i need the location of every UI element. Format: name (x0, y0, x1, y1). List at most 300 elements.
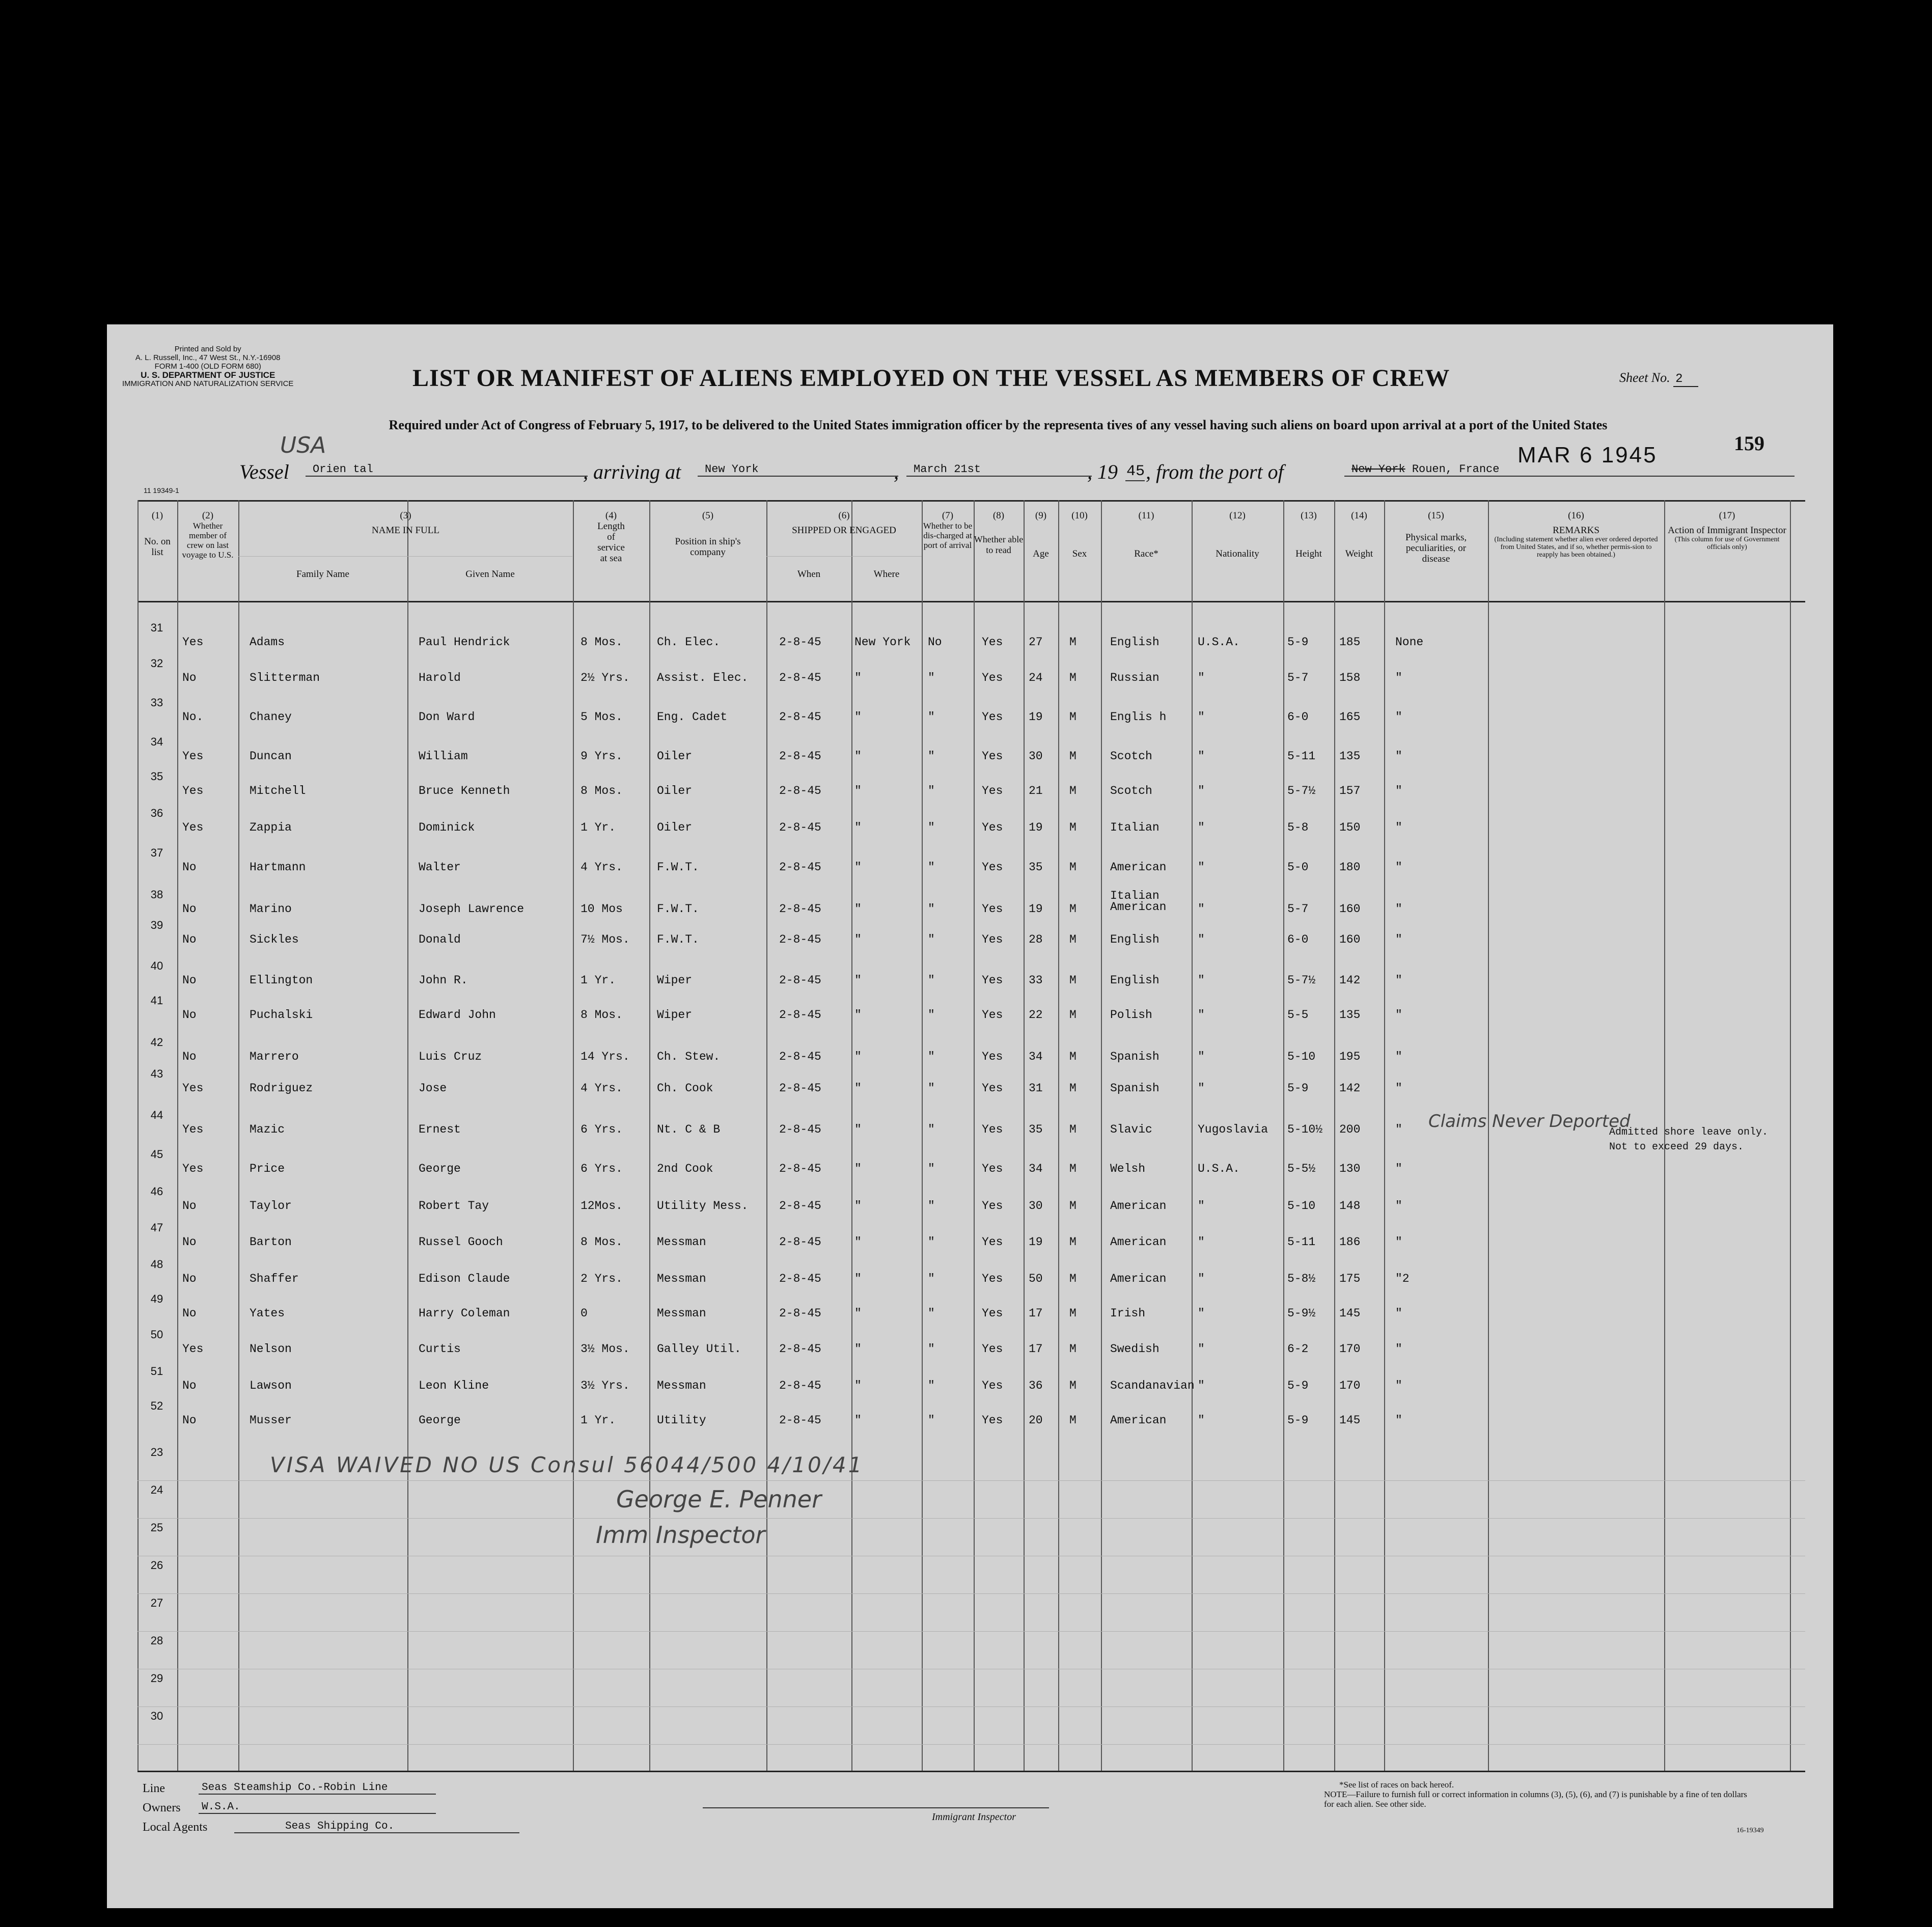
row-physical-marks: None (1395, 636, 1424, 649)
form-code: 11 19349-1 (144, 486, 179, 494)
column-header (1488, 510, 1664, 559)
row-shipped-when: 2-8-45 (779, 933, 821, 946)
row-family-name: Sickles (250, 933, 299, 946)
row-service-length: 2½ Yrs. (581, 671, 630, 684)
row-position: Oiler (657, 750, 693, 763)
shipped-header-rule (766, 556, 922, 557)
row-shipped-when: 2-8-45 (779, 784, 821, 797)
row-given-name: Paul Hendrick (419, 636, 510, 649)
row-height: 5-8 (1287, 821, 1309, 834)
row-discharged: " (928, 1235, 935, 1249)
row-discharged: " (928, 1082, 935, 1095)
row-crew-prev: No (182, 1307, 197, 1320)
row-sex: M (1069, 1307, 1077, 1320)
row-shipped-where: " (854, 784, 862, 797)
col-divider (1488, 500, 1489, 1771)
row-discharged: " (928, 1379, 935, 1392)
row-shipped-when: 2-8-45 (779, 710, 821, 724)
row-position: Eng. Cadet (657, 710, 728, 724)
row-shipped-when: 2-8-45 (779, 1272, 821, 1285)
row-physical-marks: " (1395, 1008, 1402, 1022)
col-label: Weight (1345, 548, 1373, 559)
inspector-signature: George E. Penner (616, 1485, 821, 1513)
col-num: (2) (202, 510, 214, 521)
row-family-name: Marino (250, 902, 292, 916)
row-shipped-where: " (854, 1414, 862, 1427)
row-age: 19 (1029, 902, 1043, 916)
row-sex: M (1069, 1199, 1077, 1213)
row-physical-marks: " (1395, 974, 1402, 987)
row-position: Utility Mess. (657, 1199, 749, 1213)
row-shipped-where: New York (854, 636, 911, 649)
row-position: Wiper (657, 1008, 693, 1022)
row-physical-marks: " (1395, 1235, 1402, 1249)
row-able-to-read: Yes (982, 1199, 1003, 1213)
row-position: Messman (657, 1235, 706, 1249)
row-given-name: Curtis (419, 1342, 461, 1356)
row-physical-marks: " (1395, 1307, 1402, 1320)
row-shipped-where: " (854, 1162, 862, 1175)
row-service-length: 5 Mos. (581, 710, 623, 724)
footer-note (1324, 1780, 1752, 1809)
line-value: Seas Steamship Co.-Robin Line (199, 1782, 436, 1795)
row-height: 5-9 (1287, 1414, 1309, 1427)
col-label: Action of Immigrant Inspector (1668, 525, 1786, 536)
row-number: 24 (150, 1483, 163, 1496)
row-given-name: Leon Kline (419, 1379, 489, 1392)
note-races: *See list of races on back hereof. (1339, 1780, 1454, 1790)
row-number: 41 (150, 994, 163, 1007)
row-race: Italian (1110, 821, 1160, 834)
col-divider (1334, 500, 1335, 1771)
row-shipped-when: 2-8-45 (779, 671, 821, 684)
row-sex: M (1069, 1272, 1077, 1285)
col-divider (1058, 500, 1059, 1771)
row-race: American (1110, 1414, 1167, 1427)
row-nationality: " (1198, 974, 1205, 987)
agents-label: Local Agents (143, 1821, 208, 1834)
row-service-length: 0 (581, 1307, 588, 1320)
row-crew-prev: Yes (182, 1123, 204, 1136)
row-nationality: " (1198, 1379, 1205, 1392)
row-number: 37 (150, 846, 163, 859)
column-header (1024, 510, 1058, 559)
row-nationality: " (1198, 1235, 1205, 1249)
column-subheader: Family Name (296, 569, 349, 580)
row-position: Nt. C & B (657, 1123, 721, 1136)
row-able-to-read: Yes (982, 821, 1003, 834)
col-label: Nationality (1216, 548, 1259, 559)
col-divider (766, 500, 767, 1771)
remarks-typed: Admitted shore leave only. (1609, 1126, 1769, 1138)
row-able-to-read: Yes (982, 861, 1003, 874)
row-shipped-when: 2-8-45 (779, 750, 821, 763)
row-service-length: 1 Yr. (581, 821, 616, 834)
row-race: Welsh (1110, 1162, 1146, 1175)
row-rule (137, 1744, 1805, 1745)
row-height: 6-0 (1287, 710, 1309, 724)
column-header (922, 510, 974, 550)
col-divider (649, 500, 650, 1771)
row-shipped-where: " (854, 1082, 862, 1095)
row-able-to-read: Yes (982, 1082, 1003, 1095)
row-nationality: " (1198, 821, 1205, 834)
subtitle: Required under Act of Congress of February 5, 1917, to be delivered to the United States immigration officer by the representa tives of any vessel having such aliens on board upon arrival at a port of the United States (389, 418, 1608, 432)
row-family-name: Yates (250, 1307, 285, 1320)
row-nationality: " (1198, 671, 1205, 684)
row-nationality: U.S.A. (1198, 636, 1240, 649)
col-num: (14) (1351, 510, 1367, 521)
row-crew-prev: No (182, 902, 197, 916)
date-stamp: MAR 6 1945 (1517, 443, 1658, 467)
row-number: 49 (150, 1292, 163, 1305)
row-race: Scotch (1110, 750, 1152, 763)
row-age: 24 (1029, 671, 1043, 684)
col-divider (1024, 500, 1025, 1771)
row-number: 48 (150, 1258, 163, 1271)
row-service-length: 1 Yr. (581, 1414, 616, 1427)
row-position: Galley Util. (657, 1342, 741, 1356)
row-shipped-when: 2-8-45 (779, 1307, 821, 1320)
row-discharged: " (928, 1307, 935, 1320)
row-position: Ch. Elec. (657, 636, 721, 649)
row-service-length: 9 Yrs. (581, 750, 623, 763)
row-rule (137, 1480, 1805, 1481)
row-age: 28 (1029, 933, 1043, 946)
row-service-length: 4 Yrs. (581, 861, 623, 874)
col-divider (238, 500, 239, 1771)
sheet-value: 2 (1673, 372, 1698, 387)
row-able-to-read: Yes (982, 1235, 1003, 1249)
row-given-name: William (419, 750, 468, 763)
row-physical-marks: " (1395, 1379, 1402, 1392)
row-race: Irish (1110, 1307, 1146, 1320)
row-sex: M (1069, 933, 1077, 946)
row-able-to-read: Yes (982, 1162, 1003, 1175)
footer-owners (143, 1801, 240, 1815)
row-family-name: Chaney (250, 710, 292, 724)
row-nationality: " (1198, 1342, 1205, 1356)
row-discharged: " (928, 1162, 935, 1175)
column-header (1283, 510, 1334, 559)
row-family-name: Rodriguez (250, 1082, 313, 1095)
row-physical-marks: " (1395, 861, 1402, 874)
row-service-length: 8 Mos. (581, 784, 623, 797)
name-header-rule (238, 556, 572, 557)
row-physical-marks: " (1395, 1414, 1402, 1427)
row-shipped-when: 2-8-45 (779, 1235, 821, 1249)
row-age: 17 (1029, 1342, 1043, 1356)
row-family-name: Marrero (250, 1050, 299, 1063)
year-prefix: , 19 (1087, 460, 1118, 483)
row-family-name: Price (250, 1162, 285, 1175)
row-number: 28 (150, 1634, 163, 1647)
row-age: 20 (1029, 1414, 1043, 1427)
row-able-to-read: Yes (982, 974, 1003, 987)
row-sex: M (1069, 1008, 1077, 1022)
printer-line: A. L. Russell, Inc., 47 West St., N.Y.-16908 (135, 353, 281, 362)
row-age: 30 (1029, 1199, 1043, 1213)
row-family-name: Duncan (250, 750, 292, 763)
row-number: 34 (150, 735, 163, 748)
row-weight: 150 (1339, 821, 1361, 834)
row-discharged: " (928, 750, 935, 763)
row-number: 31 (150, 621, 163, 634)
row-race: American (1110, 1235, 1167, 1249)
row-height: 5-11 (1287, 750, 1316, 763)
row-shipped-where: " (854, 1235, 862, 1249)
col-num: (11) (1138, 510, 1154, 521)
row-able-to-read: Yes (982, 902, 1003, 916)
col-num: (5) (702, 510, 714, 521)
col-sublabel: (Including statement whether alien ever ordered deported from United States, and if so, whether permis-sion to reapply has been obtained.) (1494, 536, 1658, 559)
row-shipped-when: 2-8-45 (779, 861, 821, 874)
row-discharged: " (928, 902, 935, 916)
row-service-length: 8 Mos. (581, 636, 623, 649)
row-physical-marks: " (1395, 933, 1402, 946)
vessel-label: Vessel (239, 460, 289, 483)
row-physical-marks: " (1395, 710, 1402, 724)
sheet-number (1619, 370, 1698, 386)
row-height: 5-7½ (1287, 784, 1316, 797)
col-label: Age (1033, 548, 1049, 559)
row-height: 5-7½ (1287, 974, 1316, 987)
row-shipped-when: 2-8-45 (779, 1199, 821, 1213)
row-family-name: Ellington (250, 974, 313, 987)
comma: , (894, 460, 899, 483)
row-service-length: 7½ Mos. (581, 933, 630, 946)
col-label: Sex (1072, 548, 1087, 559)
column-header (238, 510, 573, 536)
row-height: 5-7 (1287, 902, 1309, 916)
row-height: 5-9 (1287, 1082, 1309, 1095)
col-divider (1192, 500, 1193, 1771)
col-label: Physical marks, peculiarities, or disease (1405, 532, 1467, 564)
row-race: Scotch (1110, 784, 1152, 797)
col-num: (1) (151, 510, 163, 521)
row-position: 2nd Cook (657, 1162, 713, 1175)
row-position: F.W.T. (657, 861, 699, 874)
col-num: (8) (992, 510, 1005, 521)
row-weight: 142 (1339, 974, 1361, 987)
col-divider (573, 500, 574, 1771)
col-sublabel: (This column for use of Government officials only) (1674, 536, 1780, 551)
col-label: Length of service at sea (597, 521, 625, 564)
row-shipped-when: 2-8-45 (779, 1008, 821, 1022)
row-able-to-read: Yes (982, 1123, 1003, 1136)
row-height: 6-0 (1287, 933, 1309, 946)
row-family-name: Musser (250, 1414, 292, 1427)
row-position: Messman (657, 1307, 706, 1320)
row-discharged: No (928, 636, 942, 649)
row-age: 19 (1029, 821, 1043, 834)
row-sex: M (1069, 671, 1077, 684)
row-shipped-where: " (854, 1123, 862, 1136)
row-age: 36 (1029, 1379, 1043, 1392)
row-service-length: 6 Yrs. (581, 1162, 623, 1175)
row-nationality: U.S.A. (1198, 1162, 1240, 1175)
row-weight: 165 (1339, 710, 1361, 724)
row-height: 5-11 (1287, 1235, 1316, 1249)
col-num: (3) (400, 510, 411, 521)
row-nationality: " (1198, 784, 1205, 797)
arriving-label: , arriving at (583, 460, 681, 483)
row-given-name: Edward John (419, 1008, 496, 1022)
row-shipped-where: " (854, 671, 862, 684)
row-nationality: " (1198, 710, 1205, 724)
row-race: English (1110, 974, 1160, 987)
row-age: 34 (1029, 1050, 1043, 1063)
row-discharged: " (928, 1008, 935, 1022)
row-crew-prev: No. (182, 710, 204, 724)
row-number: 43 (150, 1067, 163, 1080)
column-header (1101, 510, 1192, 559)
row-able-to-read: Yes (982, 1342, 1003, 1356)
row-position: Messman (657, 1272, 706, 1285)
row-physical-marks: " (1395, 1050, 1402, 1063)
row-shipped-when: 2-8-45 (779, 1082, 821, 1095)
row-sex: M (1069, 821, 1077, 834)
row-sex: M (1069, 710, 1077, 724)
row-age: 33 (1029, 974, 1043, 987)
row-crew-prev: Yes (182, 784, 204, 797)
row-height: 5-8½ (1287, 1272, 1316, 1285)
row-sex: M (1069, 1162, 1077, 1175)
col-num: (15) (1428, 510, 1444, 521)
row-service-length: 14 Yrs. (581, 1050, 630, 1063)
col-num: (4) (605, 510, 617, 521)
row-discharged: " (928, 1272, 935, 1285)
row-crew-prev: No (182, 1379, 197, 1392)
row-able-to-read: Yes (982, 1272, 1003, 1285)
row-able-to-read: Yes (982, 933, 1003, 946)
manifest-sheet (107, 324, 1833, 1908)
row-able-to-read: Yes (982, 1050, 1003, 1063)
row-shipped-where: " (854, 710, 862, 724)
row-weight: 170 (1339, 1342, 1361, 1356)
row-age: 50 (1029, 1272, 1043, 1285)
row-sex: M (1069, 784, 1077, 797)
col-divider (177, 500, 178, 1771)
row-nationality: " (1198, 861, 1205, 874)
row-family-name: Adams (250, 636, 285, 649)
row-weight: 186 (1339, 1235, 1361, 1249)
row-age: 35 (1029, 1123, 1043, 1136)
column-header (573, 510, 649, 564)
row-physical-marks: " (1395, 1162, 1402, 1175)
row-weight: 148 (1339, 1199, 1361, 1213)
row-nationality: " (1198, 750, 1205, 763)
row-nationality: " (1198, 1199, 1205, 1213)
row-able-to-read: Yes (982, 671, 1003, 684)
vessel-name: Orien tal (306, 463, 588, 477)
col-label: Whether able to read (974, 534, 1024, 555)
row-physical-marks: " (1395, 750, 1402, 763)
column-header (649, 510, 766, 558)
row-crew-prev: Yes (182, 1082, 204, 1095)
arrival-port: New York (698, 463, 898, 477)
row-position: Wiper (657, 974, 693, 987)
row-race: Englis h (1110, 710, 1167, 724)
row-service-length: 6 Yrs. (581, 1123, 623, 1136)
row-family-name: Zappia (250, 821, 292, 834)
printer-info (122, 345, 293, 388)
row-height: 5-7 (1287, 671, 1309, 684)
row-number: 51 (150, 1365, 163, 1378)
row-age: 19 (1029, 1235, 1043, 1249)
row-discharged: " (928, 1199, 935, 1213)
page-number: 159 (1734, 432, 1764, 455)
row-given-name: Walter (419, 861, 461, 874)
col-label: Whether member of crew on last voyage to U.S. (182, 521, 234, 560)
row-age: 30 (1029, 750, 1043, 763)
row-rule (137, 1518, 1805, 1519)
row-crew-prev: Yes (182, 821, 204, 834)
row-given-name: Edison Claude (419, 1272, 510, 1285)
col-divider (1101, 500, 1102, 1771)
row-nationality: " (1198, 1414, 1205, 1427)
row-physical-marks: " (1395, 1342, 1402, 1356)
printer-line: IMMIGRATION AND NATURALIZATION SERVICE (122, 379, 294, 388)
row-height: 5-9 (1287, 1379, 1309, 1392)
remarks-typed: Not to exceed 29 days. (1609, 1141, 1744, 1153)
row-height: 5-9½ (1287, 1307, 1316, 1320)
row-nationality: " (1198, 1082, 1205, 1095)
row-crew-prev: No (182, 974, 197, 987)
row-sex: M (1069, 974, 1077, 987)
row-given-name: Harold (419, 671, 461, 684)
row-shipped-when: 2-8-45 (779, 1414, 821, 1427)
row-given-name: Joseph Lawrence (419, 902, 525, 916)
col-label: Position in ship's company (675, 536, 741, 558)
row-discharged: " (928, 710, 935, 724)
row-age: 17 (1029, 1307, 1043, 1320)
row-family-name: Nelson (250, 1342, 292, 1356)
row-number: 50 (150, 1328, 163, 1341)
row-crew-prev: No (182, 1008, 197, 1022)
row-crew-prev: Yes (182, 1162, 204, 1175)
row-race: Spanish (1110, 1050, 1160, 1063)
column-header (974, 510, 1024, 556)
row-shipped-where: " (854, 1008, 862, 1022)
row-given-name: Don Ward (419, 710, 475, 724)
row-family-name: Hartmann (250, 861, 306, 874)
column-header (1058, 510, 1101, 559)
row-family-name: Mitchell (250, 784, 306, 797)
row-rule (137, 1593, 1805, 1594)
row-able-to-read: Yes (982, 750, 1003, 763)
column-subheader: When (797, 569, 821, 580)
row-discharged: " (928, 1342, 935, 1356)
remarks-handwritten: Claims Never Deported (1428, 1111, 1631, 1132)
col-num: (13) (1301, 510, 1317, 521)
row-shipped-where: " (854, 861, 862, 874)
col-label: NAME IN FULL (372, 525, 439, 536)
row-service-length: 8 Mos. (581, 1235, 623, 1249)
column-header (766, 510, 922, 536)
row-family-name: Lawson (250, 1379, 292, 1392)
row-rule (137, 1706, 1805, 1707)
row-height: 5-5 (1287, 1008, 1309, 1022)
row-position: F.W.T. (657, 902, 699, 916)
row-sex: M (1069, 750, 1077, 763)
row-given-name: George (419, 1414, 461, 1427)
row-physical-marks: "2 (1395, 1272, 1410, 1285)
row-crew-prev: No (182, 1235, 197, 1249)
vessel-handwritten-note: USA (280, 432, 326, 458)
row-height: 5-10½ (1287, 1123, 1323, 1136)
printer-line: Printed and Sold by (174, 345, 241, 353)
